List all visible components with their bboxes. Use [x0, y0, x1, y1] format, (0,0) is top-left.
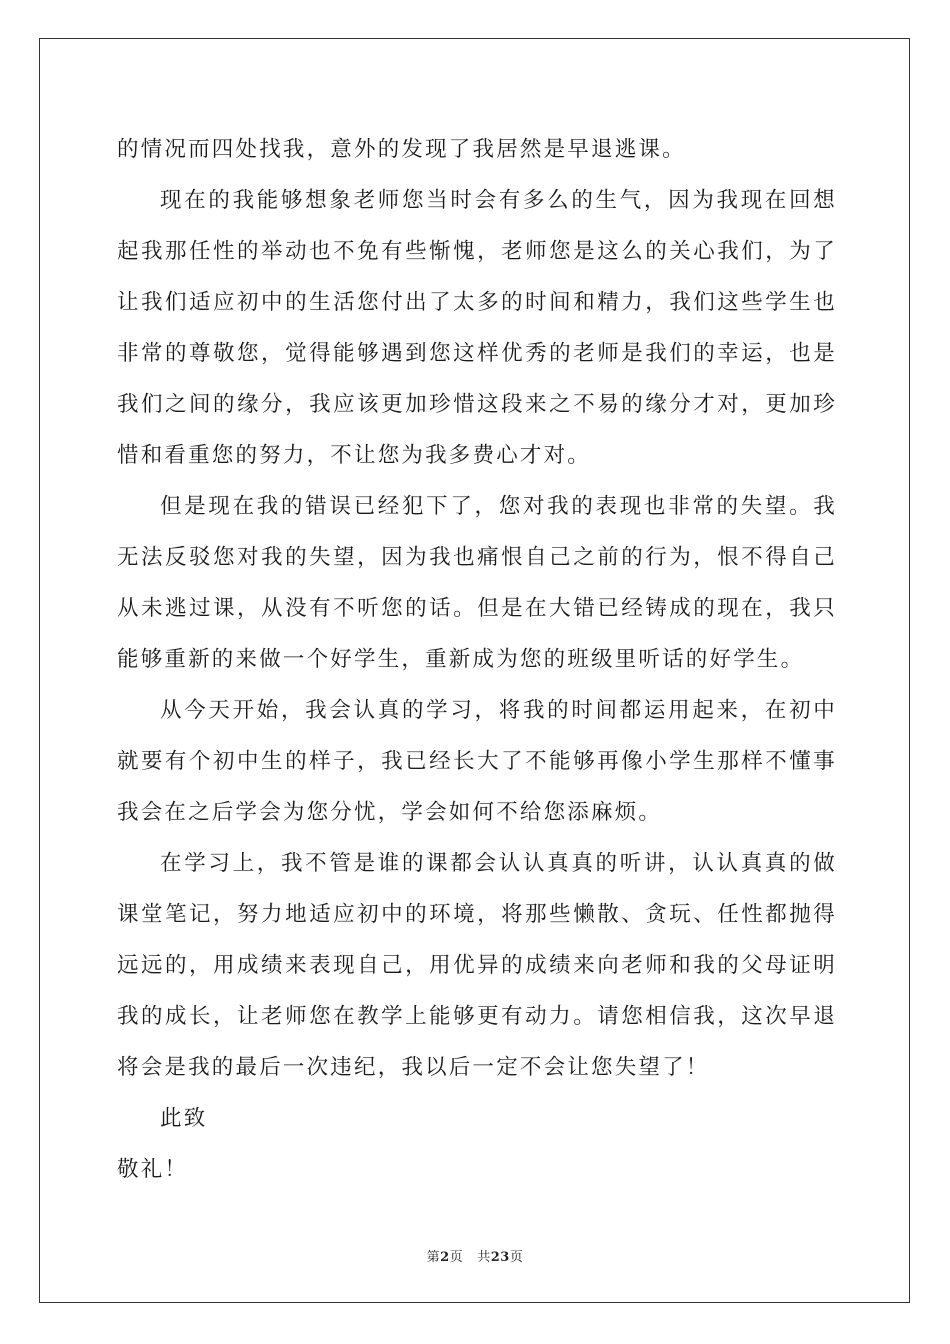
- total-prefix: 共: [477, 1250, 491, 1265]
- closing-phrase: 此致: [160, 1106, 208, 1131]
- salutation: 敬礼！: [117, 1157, 189, 1182]
- paragraph: 现在的我能够想象老师您当时会有多么的生气，因为我现在回想起我那任性的举动也不免有些惭愧，老师您是这么的关心我们，为了让我们适应初中的生活您付出了太多的时间和精力，我们这些学生也非常的尊敬您，觉得能够遇到您这样优秀的老师是我们的幸运，也是我们之间的缘分，我应该更加珍惜这段来之不易的缘分才对，更加珍惜和看重您的努力，不让您为我多费心才对。: [117, 188, 837, 468]
- paragraph: 在学习上，我不管是谁的课都会认认真真的听讲，认认真真的做课堂笔记，努力地适应初中的环境，将那些懒散、贪玩、任性都抛得远远的，用成绩来表现自己，用优异的成绩来向老师和我的父母证明我的成长，让老师您在教学上能够更有动力。请您相信我，这次早退将会是我的最后一次违纪，我以后一定不会让您失望了！: [117, 851, 837, 1080]
- paragraph-continuation: 的情况而四处找我，意外的发现了我居然是早退逃课。: [117, 137, 686, 162]
- page-footer: [0, 1246, 950, 1265]
- letter-body: [117, 124, 837, 1195]
- page-prefix: 第: [426, 1250, 441, 1265]
- paragraph: 但是现在我的错误已经犯下了，您对我的表现也非常的失望。我无法反驳您对我的失望，因为我也痛恨自己之前的行为，恨不得自己从未逃过课，从没有不听您的话。但是在大错已经铸成的现在，我只能够重新的来做一个好学生，重新成为您的班级里听话的好学生。: [117, 494, 837, 672]
- total-suffix: 页: [509, 1250, 524, 1265]
- paragraph: 从今天开始，我会认真的学习，将我的时间都运用起来，在初中就要有个初中生的样子，我已经长大了不能够再像小学生那样不懂事我会在之后学会为您分忧，学会如何不给您添麻烦。: [117, 698, 837, 825]
- total-pages: 23: [490, 1250, 510, 1265]
- page-number: 2: [440, 1250, 450, 1265]
- page-suffix: 页: [449, 1250, 464, 1265]
